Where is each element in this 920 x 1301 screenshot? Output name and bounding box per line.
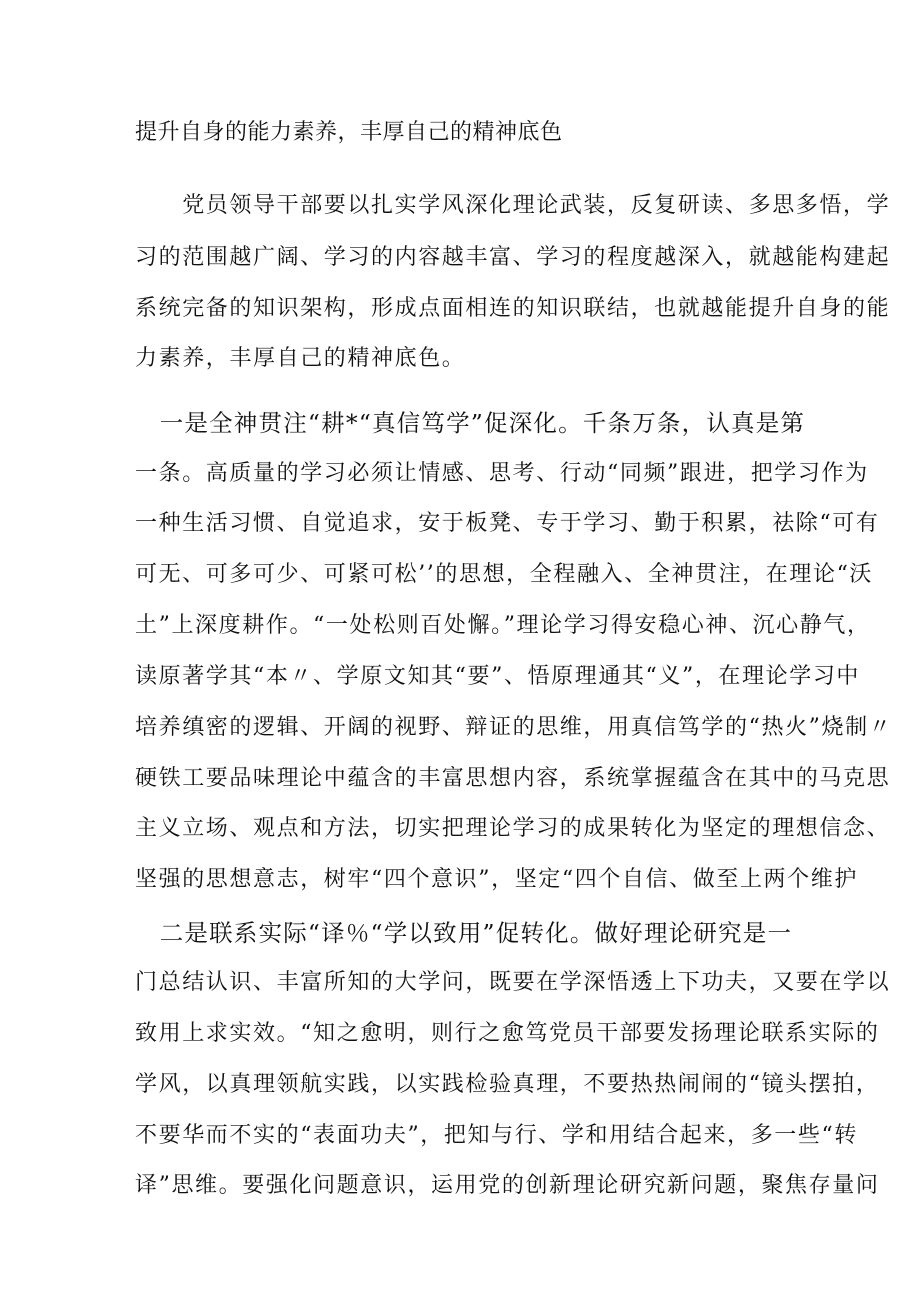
paragraph-1-line-2: 习的范围越广阔、学习的内容越丰富、学习的程度越深入，就越能构建起 xyxy=(135,245,891,270)
paragraph-2-line-10: 坚强的思想意志，树牢“四个意识”，坚定“四个自信、做至上两个维护 xyxy=(135,867,858,892)
paragraph-3-line-2: 门总结认识、丰富所知的大学问，既要在学深悟透上下功夫，又要在学以 xyxy=(135,970,891,995)
paragraph-1-line-1: 党员领导干部要以扎实学风深化理论武装，反复研读、多思多悟，学 xyxy=(135,193,891,218)
paragraph-2-line-8: 硬铁工要品味理论中蕴含的丰富思想内容，系统掌握蕴含在其中的马克思 xyxy=(135,766,891,791)
paragraph-2-line-2: 一条。高质量的学习必须让情感、思考、行动“同频”跟进，把学习作为 xyxy=(135,461,869,486)
paragraph-2-line-1: 一是全神贯注“耕*“真信笃学”促深化。千条万条，认真是第 xyxy=(135,409,806,437)
paragraph-1-line-3: 系统完备的知识架构，形成点面相连的知识联结，也就越能提升自身的能 xyxy=(135,296,891,321)
paragraph-3-line-3: 致用上求实效。“知之愈明，则行之愈笃党员干部要发扬理论联系实际的 xyxy=(135,1021,880,1046)
paragraph-3-line-4: 学风，以真理领航实践，以实践检验真理，不要热热闹闹的“镜头摆拍， xyxy=(135,1072,880,1097)
paragraph-2-line-5: 土”上深度耕作。“一处松则百处懈。”理论学习得安稳心神、沉心静气， xyxy=(135,613,871,638)
paragraph-2-line-3: 一种生活习惯、自觉追求，安于板凳、专于学习、勤于积累，祛除“可有 xyxy=(135,511,880,536)
document-title: 提升自身的能力素养，丰厚自己的精神底色 xyxy=(135,120,563,145)
paragraph-2-line-9: 主义立场、观点和方法，切实把理论学习的成果转化为坚定的理想信念、 xyxy=(135,816,891,841)
paragraph-2-line-6: 读原著学其“本〃、学原文知其“要”、悟原理通其“义”，在理论学习中 xyxy=(135,664,861,689)
paragraph-3-line-6: 译”思维。要强化问题意识，运用党的创新理论研究新问题，聚焦存量问 xyxy=(135,1173,880,1198)
paragraph-2-line-4: 可无、可多可少、可紧可松’’的思想，全程融入、全神贯注，在理论“沃 xyxy=(135,562,874,587)
paragraph-1-line-4: 力素养，丰厚自己的精神底色。 xyxy=(135,346,466,371)
paragraph-3-line-5: 不要华而不实的“表面功夫”，把知与行、学和用结合起来，多一些“转 xyxy=(135,1123,858,1148)
paragraph-3-line-1: 二是联系实际“译％“学以致用”促转化。做好理论研究是一 xyxy=(135,919,793,947)
paragraph-2-line-7: 培养缜密的逻辑、开阔的视野、辩证的思维，用真信笃学的“热火”烧制〃 xyxy=(135,715,893,740)
